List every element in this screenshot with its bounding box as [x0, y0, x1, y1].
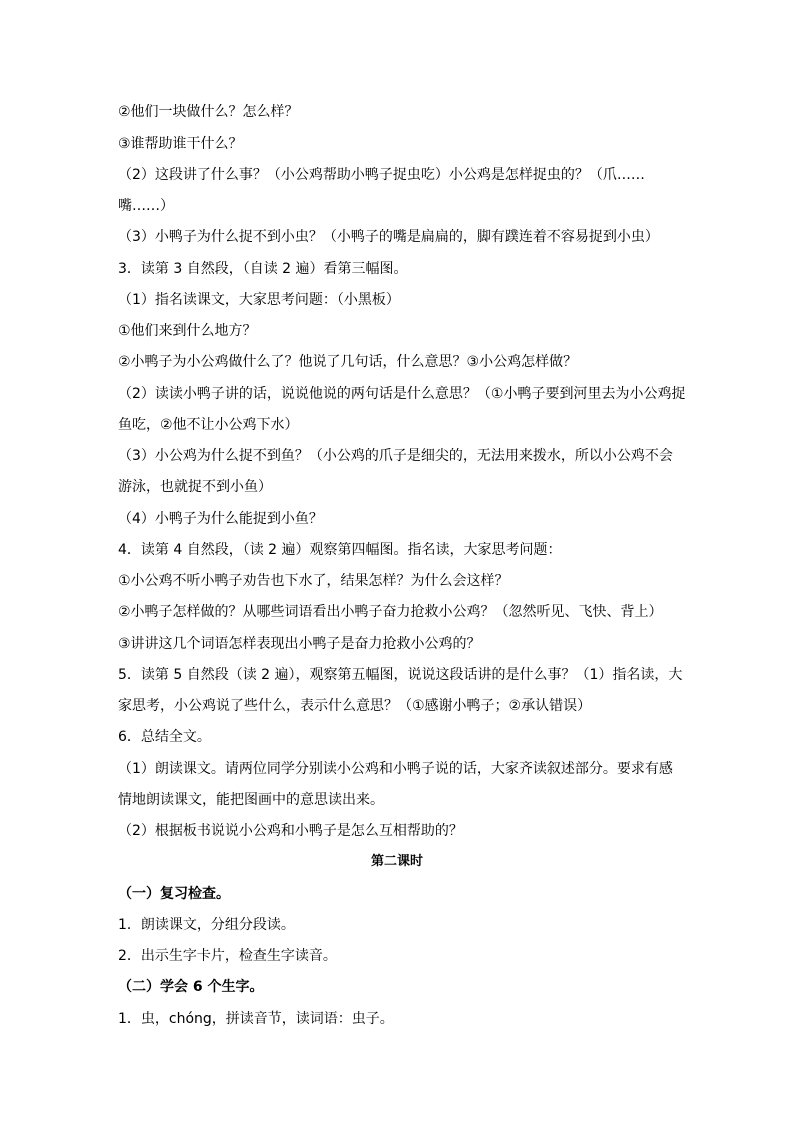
text-line: 鱼吃，②他不让小公鸡下水）	[118, 417, 299, 433]
text-line: 4．读第 4 自然段，（读 2 遍）观察第四幅图。指名读，大家思考问题：	[118, 542, 562, 558]
text-line: 家思考，小公鸡说了些什么，表示什么意思？（①感谢小鸭子；②承认错误）	[118, 698, 592, 714]
text-line: ②他们一块做什么？怎么样？	[118, 104, 299, 120]
text-line: 1．虫，chóng，拼读音节，读词语：虫子。	[118, 1011, 394, 1027]
subsection-heading: （二）学会 6 个生字。	[118, 979, 264, 995]
text-line: 嘴……）	[118, 198, 174, 214]
text-line: ③讲讲这几个词语怎样表现出小鸭子是奋力抢救小公鸡的？	[118, 636, 481, 652]
text-line: （3）小公鸡为什么捉不到鱼？（小公鸡的爪子是细尖的，无法用来拨水，所以小公鸡不会	[118, 448, 673, 464]
text-line: ②小鸭子为小公鸡做什么了？他说了几句话，什么意思？③小公鸡怎样做？	[118, 354, 578, 370]
text-line: （1）朗读课文。请两位同学分别读小公鸡和小鸭子说的话，大家齐读叙述部分。要求有感	[118, 761, 673, 777]
text-line: （2）读读小鸭子讲的话，说说他说的两句话是什么意思？（①小鸭子要到河里去为小公鸡捉	[118, 386, 686, 402]
text-line: 2．出示生字卡片，检查生字读音。	[118, 948, 337, 964]
text-line: 情地朗读课文，能把图画中的意思读出来。	[118, 792, 384, 808]
text-line: （4）小鸭子为什么能捉到小鱼？	[118, 511, 323, 527]
text-line: ①他们来到什么地方？	[118, 323, 257, 339]
text-line: 5．读第 5 自然段（读 2 遍），观察第五幅图，说说这段话讲的是什么事？（1）指名读，大	[118, 667, 683, 683]
text-line: （3）小鸭子为什么捉不到小虫？（小鸭子的嘴是扁扁的，脚有蹼连着不容易捉到小虫）	[118, 229, 659, 245]
text-line: 6．总结全文。	[118, 729, 211, 745]
text-line: 游泳，也就捉不到小鱼）	[118, 479, 272, 495]
text-line: ②小鸭子怎样做的？从哪些词语看出小鸭子奋力抢救小公鸡？（忽然听见、飞快、背上）	[118, 604, 663, 620]
text-line: 1．朗读课文，分组分段读。	[118, 917, 295, 933]
text-line: ①小公鸡不听小鸭子劝告也下水了，结果怎样？为什么会这样？	[118, 573, 509, 589]
text-line: 3．读第 3 自然段，（自读 2 遍）看第三幅图。	[118, 261, 408, 277]
section-heading: 第二课时	[370, 854, 423, 869]
text-line: ③谁帮助谁干什么？	[118, 136, 243, 152]
subsection-heading: （一）复习检查。	[118, 886, 230, 902]
text-line: （2）根据板书说说小公鸡和小鸭子是怎么互相帮助的？	[118, 823, 463, 839]
text-line: （1）指名读课文，大家思考问题：（小黑板）	[118, 292, 400, 308]
text-line: （2）这段讲了什么事？（小公鸡帮助小鸭子捉虫吃）小公鸡是怎样捉虫的？（爪……	[118, 167, 645, 183]
